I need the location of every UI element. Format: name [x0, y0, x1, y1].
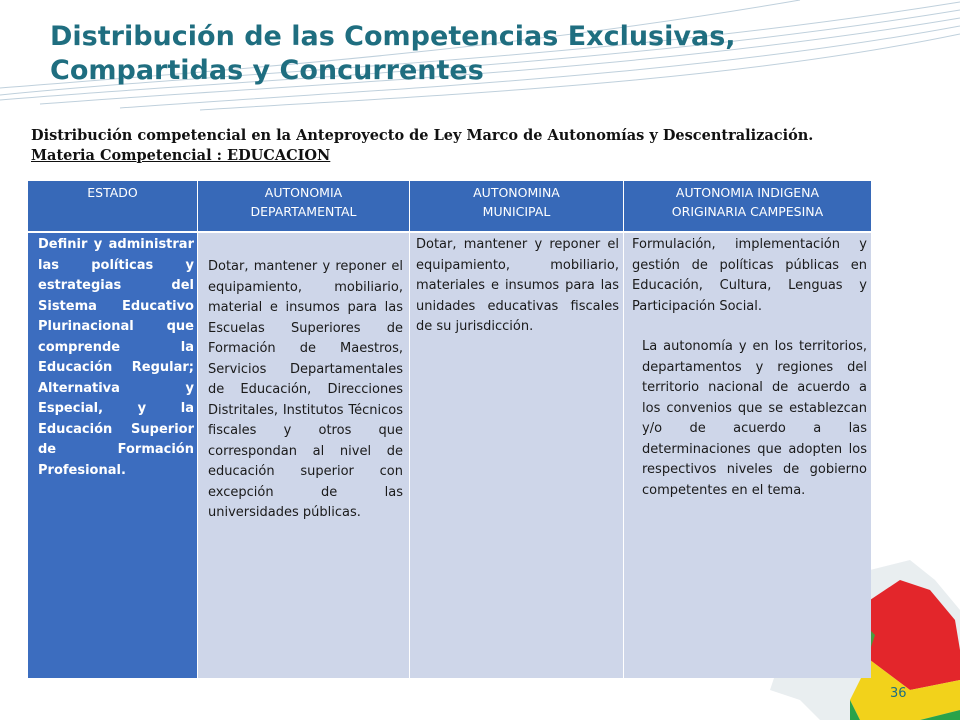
page-title: [50, 20, 870, 88]
page-number: 36: [890, 686, 907, 701]
cell-estado: Definir y administrar las políticas y estrategias del Sistema Educativo Plurinacional que comprende la Educación Regular; Alternativa y Especial, y la Educación Superior de Formación Profesional.: [28, 231, 198, 678]
cell-municipal: Dotar, mantener y reponer el equipamiento, mobiliario, materiales e insumos para las unidades educativas fiscales de su jurisdicción.: [410, 231, 624, 678]
cell-indigena: [624, 231, 871, 678]
cell-departamental: Dotar, mantener y reponer el equipamiento, mobiliario, material e insumos para las Escuelas Superiores de Formación de Maestros, Servicios Departamentales de Educación, Direcciones Distritales, Institutos Técnicos fiscales y otros que correspondan al nivel de educación superior con excepción de las universidades públicas.: [198, 231, 410, 678]
cell-indigena-paragraph-1: Formulación, implementación y gestión de políticas públicas en Educación, Cultura, Lenguas y Participación Social.: [632, 237, 867, 314]
header-departamental-line1: AUTONOMIA: [264, 185, 343, 200]
title-line-2: Compartidas y Concurrentes: [50, 55, 484, 86]
header-indigena: [624, 181, 871, 231]
subtitle: [31, 126, 911, 166]
competencias-table: [28, 181, 871, 678]
header-departamental-line2: DEPARTAMENTAL: [250, 204, 357, 219]
header-indigena-line1: AUTONOMIA INDIGENA: [675, 185, 820, 200]
subtitle-line-1: Distribución competencial en la Anteproyecto de Ley Marco de Autonomías y Descentralización.: [31, 127, 814, 144]
header-estado: [28, 181, 198, 231]
title-line-1: Distribución de las Competencias Exclusivas,: [50, 21, 736, 52]
header-indigena-line2: ORIGINARIA CAMPESINA: [671, 204, 824, 219]
header-municipal-line1: AUTONOMINA: [473, 185, 560, 200]
header-municipal: [410, 181, 624, 231]
header-estado-label: ESTADO: [87, 185, 138, 200]
header-municipal-line2: MUNICIPAL: [482, 204, 551, 219]
header-departamental: [198, 181, 410, 231]
subtitle-materia: Materia Competencial : EDUCACION: [31, 147, 331, 164]
cell-indigena-paragraph-2: La autonomía y en los territorios, departamentos y regiones del territorio nacional de acuerdo a los convenios que se establezcan y/o de acuerdo a las determinaciones que adopten los respectivos niveles de gobierno competentes en el tema.: [642, 339, 867, 498]
